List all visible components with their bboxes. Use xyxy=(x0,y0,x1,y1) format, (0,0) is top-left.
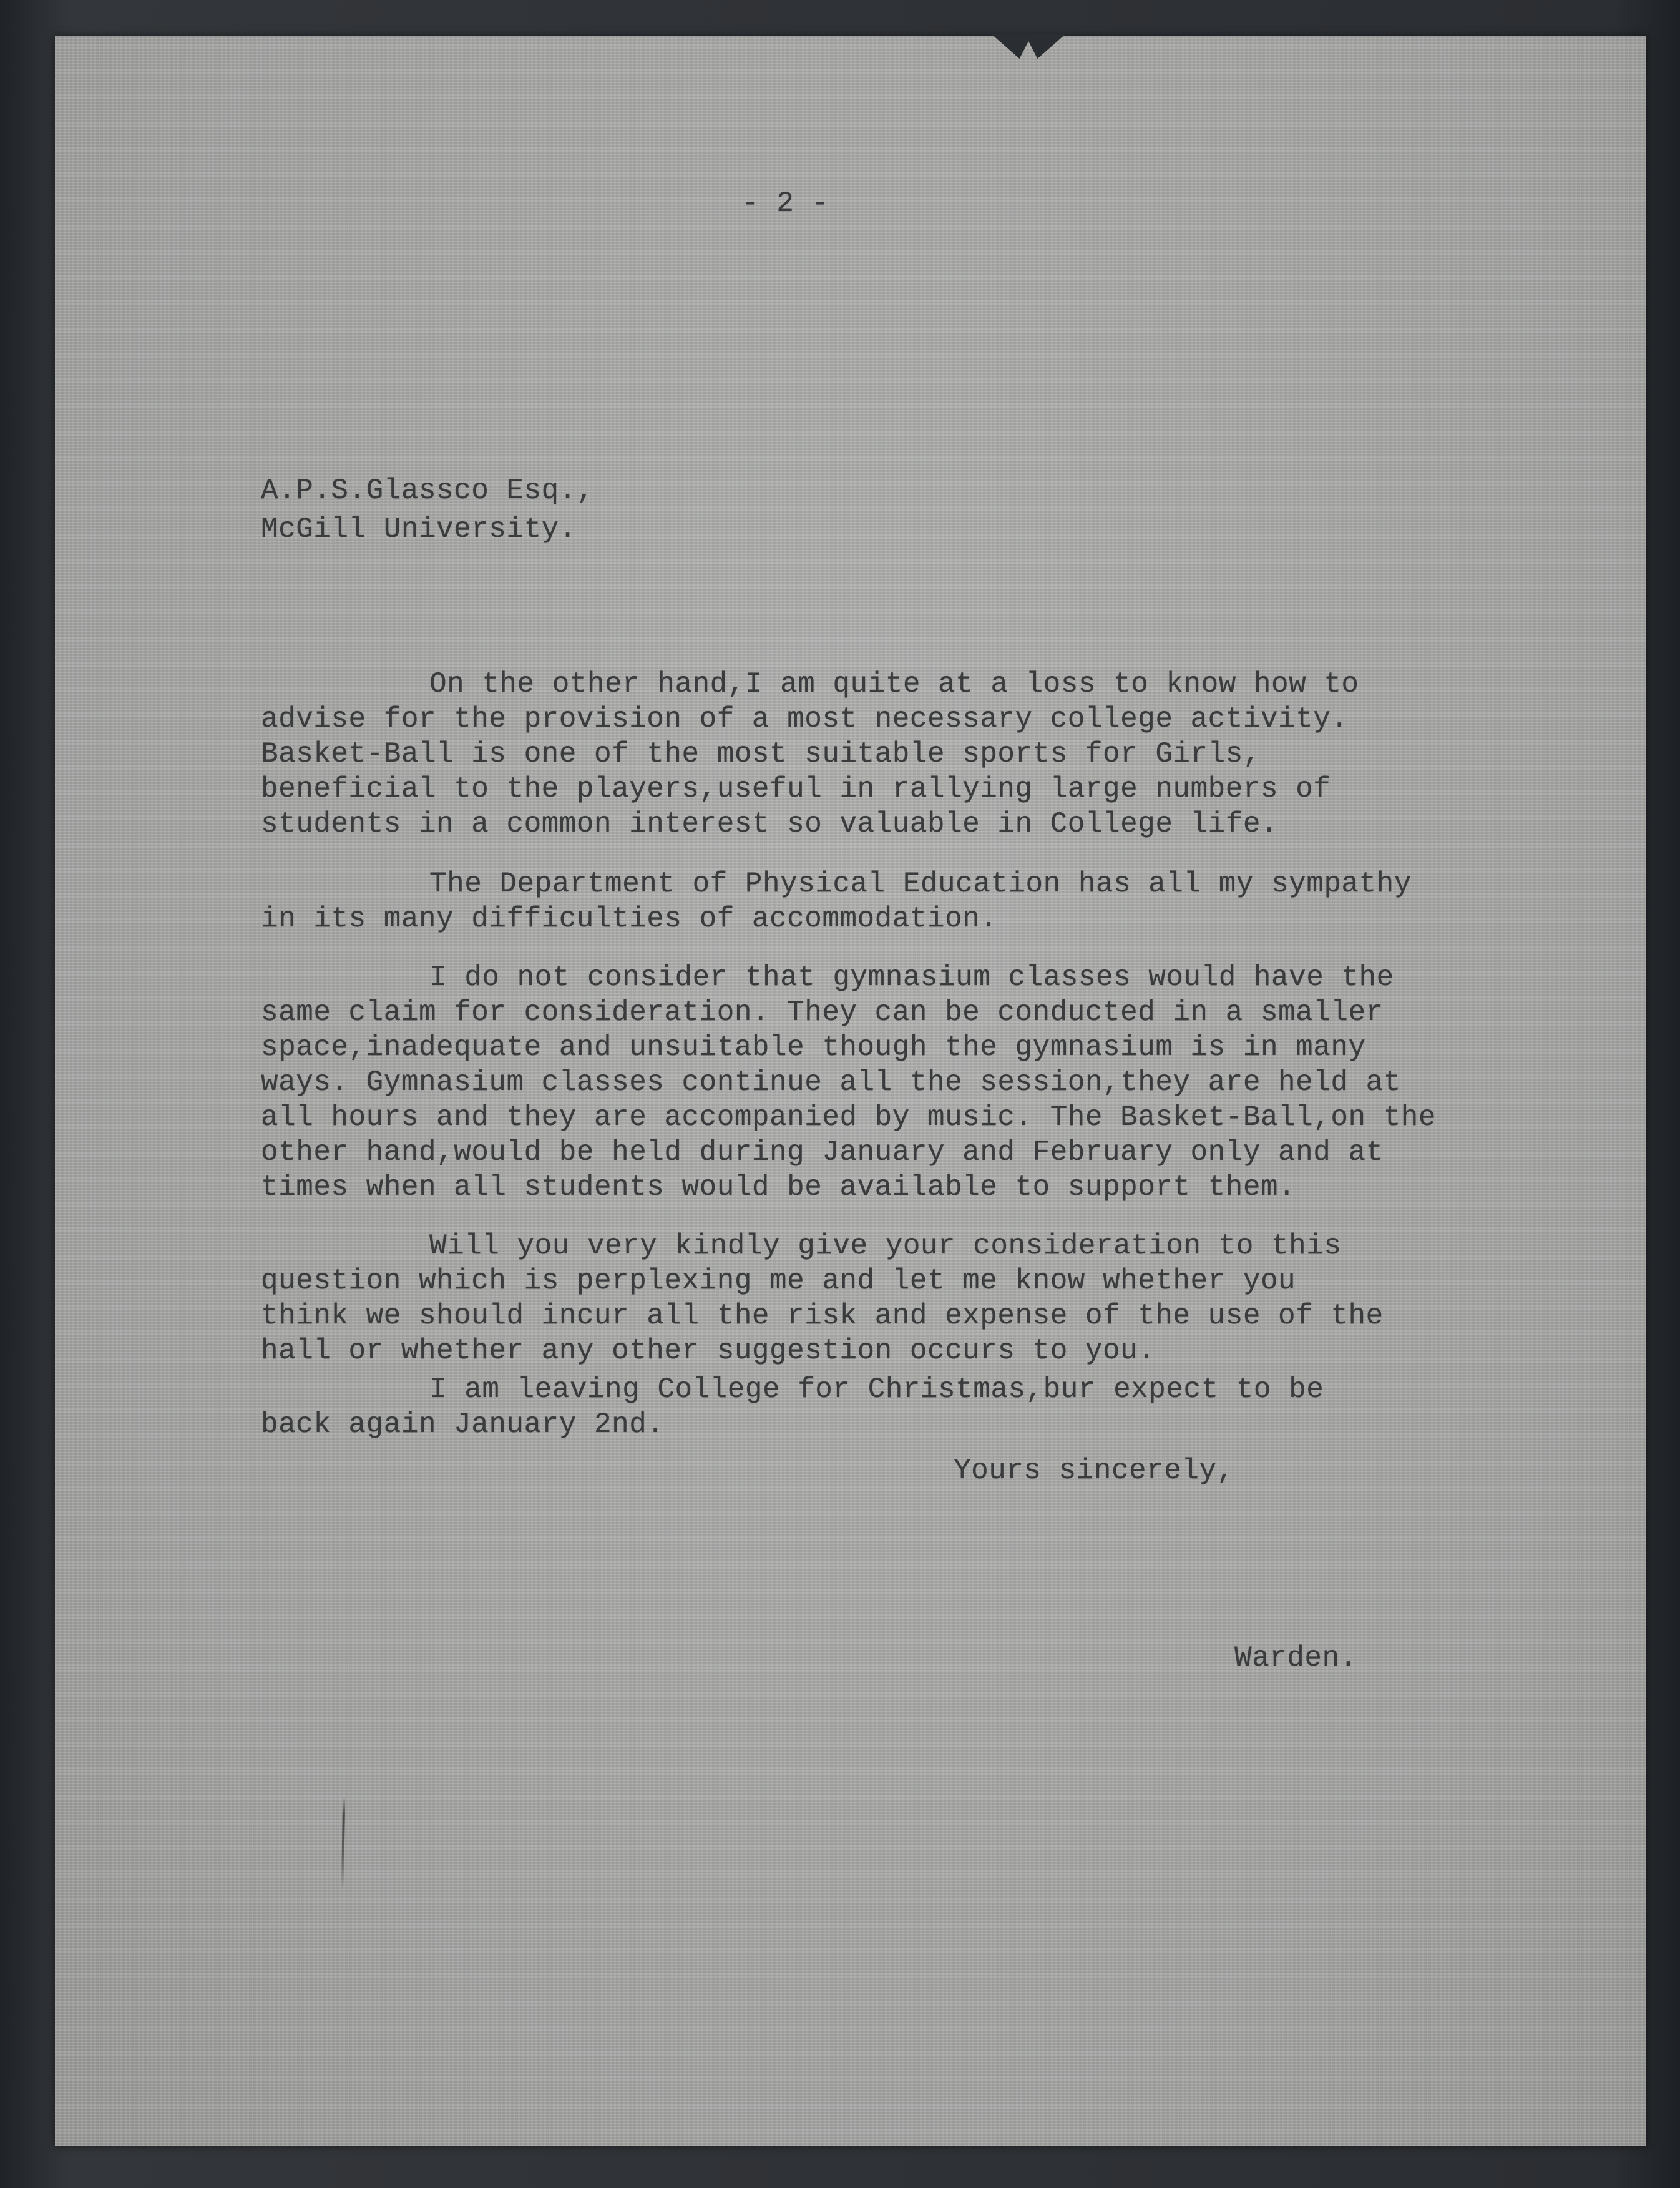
paper-tear xyxy=(991,34,1066,59)
paragraph-4-line-3: think we should incur all the risk and expense of the use of the xyxy=(261,1300,1384,1332)
paragraph-1-line-5: students in a common interest so valuable in College life. xyxy=(261,808,1279,840)
page-number: - 2 - xyxy=(741,187,829,220)
paragraph-1-line-4: beneficial to the players,useful in rallying large numbers of xyxy=(261,773,1331,805)
paragraph-2-line-1: The Department of Physical Education has all my sympathy xyxy=(429,868,1412,900)
paragraph-3-line-3: space,inadequate and unsuitable though the gymnasium is in many xyxy=(261,1031,1366,1064)
paragraph-2-line-2: in its many difficulties of accommodation. xyxy=(261,903,998,935)
pencil-mark xyxy=(341,1797,346,1890)
paragraph-3-line-5: all hours and they are accompanied by music. The Basket-Ball,on the xyxy=(261,1101,1437,1134)
paragraph-1-line-1: On the other hand,I am quite at a loss to know how to xyxy=(429,668,1359,700)
paragraph-3-line-4: ways. Gymnasium classes continue all the session,they are held at xyxy=(261,1066,1401,1099)
paragraph-1-line-2: advise for the provision of a most necessary college activity. xyxy=(261,703,1349,735)
recipient-institution: McGill University. xyxy=(261,513,577,546)
paragraph-4-line-2: question which is perplexing me and let me know whether you xyxy=(261,1265,1296,1297)
paragraph-4-line-1: Will you very kindly give your consideration to this xyxy=(429,1230,1342,1262)
closing-salutation: Yours sincerely, xyxy=(954,1455,1234,1487)
paragraph-3-line-1: I do not consider that gymnasium classes would have the xyxy=(429,961,1394,994)
paragraph-1-line-3: Basket-Ball is one of the most suitable sports for Girls, xyxy=(261,738,1261,770)
letter-page xyxy=(55,36,1646,2146)
paragraph-5-line-1: I am leaving College for Christmas,bur expect to be xyxy=(429,1373,1324,1406)
paragraph-5-line-2: back again January 2nd. xyxy=(261,1408,665,1441)
paragraph-4-line-4: hall or whether any other suggestion occurs to you. xyxy=(261,1335,1156,1367)
signatory-title: Warden. xyxy=(1234,1642,1357,1674)
paragraph-3-line-7: times when all students would be available to support them. xyxy=(261,1171,1296,1204)
paragraph-3-line-2: same claim for consideration. They can be conducted in a smaller xyxy=(261,996,1384,1029)
recipient-name: A.P.S.Glassco Esq., xyxy=(261,474,594,507)
paragraph-3-line-6: other hand,would be held during January and February only and at xyxy=(261,1136,1384,1169)
